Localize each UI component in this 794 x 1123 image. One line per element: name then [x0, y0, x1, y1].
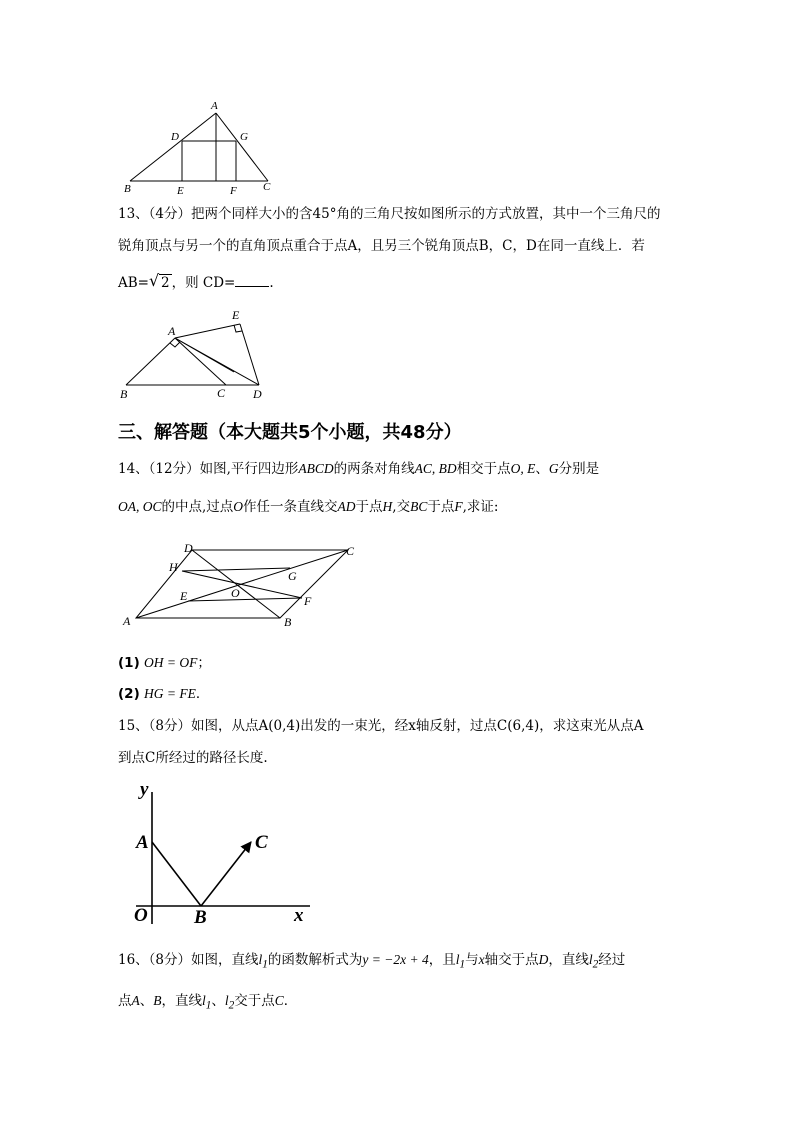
- q16-t13: ．: [283, 993, 298, 1009]
- segment-ab: [126, 338, 175, 385]
- q16-t2: 的函数解析式为: [267, 952, 363, 968]
- label-o: O: [231, 586, 240, 600]
- segment-hf: [182, 571, 302, 598]
- label-o: O: [134, 905, 148, 926]
- label-y: y: [140, 779, 149, 800]
- label-f: F: [230, 185, 237, 197]
- l1b-letter: l: [455, 952, 460, 967]
- q16-t4: 与: [465, 952, 479, 968]
- q16-t5: 轴交于点: [484, 952, 539, 968]
- q14-t10: 于点: [427, 499, 455, 515]
- q16-t1: 如图，直线: [191, 952, 259, 968]
- l1b-sub: 1: [459, 958, 466, 971]
- label-a: A: [168, 324, 176, 338]
- label-d: D: [184, 541, 193, 555]
- label-b: B: [194, 907, 207, 928]
- x-var: x: [478, 952, 485, 967]
- q13-ab: AB=: [118, 275, 149, 291]
- label-b: B: [124, 183, 131, 195]
- q14-t6: 的中点,过点: [161, 499, 234, 515]
- q16-t6: ，直线: [548, 952, 589, 968]
- radical-sign: √: [148, 271, 160, 290]
- segment-hg: [182, 568, 290, 571]
- q13-end: .: [269, 275, 274, 291]
- q15-line1: [118, 716, 643, 736]
- q15-number: 15、（8分）: [118, 718, 192, 734]
- label-e: E: [232, 308, 240, 322]
- figure-set-squares: [116, 306, 276, 402]
- point-c: C: [274, 993, 284, 1008]
- label-h: H: [169, 560, 178, 574]
- q16-t3: ，且: [428, 952, 456, 968]
- q14-f: F: [454, 499, 463, 514]
- label-a: A: [123, 614, 131, 628]
- label-g: G: [288, 569, 297, 583]
- q13-text2: 锐角顶点与另一个的直角顶点重合于点A，且另三个锐角顶点B，C，D在同一直线上．若: [118, 238, 645, 254]
- line-l2-b: [224, 993, 235, 1012]
- segment-ef: [188, 598, 302, 601]
- q14-t7: 作任一条直线交: [243, 499, 338, 515]
- point-a: A: [131, 993, 140, 1008]
- q16-line1: [118, 950, 625, 975]
- q14-t11: ,求证:: [462, 499, 499, 515]
- part1-expr: OH = OF: [144, 655, 198, 670]
- label-x: x: [294, 905, 304, 926]
- label-a: A: [136, 832, 149, 853]
- q13-number: 13、（4分）: [118, 206, 192, 222]
- q14-o-e: O, E: [510, 461, 536, 476]
- sqrt-value: 2: [160, 275, 170, 291]
- label-a: A: [211, 100, 218, 112]
- q13-line1: [118, 204, 660, 224]
- q14-bc: BC: [410, 499, 428, 514]
- function-expr: y = −2x + 4: [362, 952, 429, 967]
- ray-ab: [152, 842, 201, 906]
- l1c-letter: l: [202, 993, 206, 1008]
- l1-sub: 1: [262, 958, 268, 971]
- q16-t7: 经过: [598, 952, 626, 968]
- q15-line2: [118, 748, 268, 768]
- line-l1: [258, 952, 268, 971]
- answer-blank[interactable]: [235, 273, 269, 287]
- q14-t4: 、: [535, 461, 549, 477]
- q16-t8: 点: [118, 993, 132, 1009]
- q14-t5: 分别是: [558, 461, 600, 477]
- q14-t8: 于点: [355, 499, 383, 515]
- q13-line3: [118, 273, 274, 293]
- q14-ac-bd: AC, BD: [414, 461, 457, 476]
- label-b: B: [120, 387, 128, 401]
- l2b-letter: l: [224, 993, 229, 1008]
- q16-t11: 、: [211, 993, 225, 1009]
- q14-oa-oc: OA, OC: [118, 499, 162, 514]
- q14-t9: ,交: [392, 499, 411, 515]
- figure-parallelogram: [118, 538, 368, 630]
- segment-ac: [216, 113, 268, 181]
- l2-letter: l: [588, 952, 593, 967]
- q14-o: O: [233, 499, 244, 514]
- diagonal-bd: [192, 550, 280, 618]
- ray-bc: [201, 842, 251, 906]
- label-c: C: [217, 386, 226, 400]
- q16-t10: ，直线: [161, 993, 202, 1009]
- label-c: C: [255, 832, 268, 853]
- q14-t3: 相交于点: [456, 461, 511, 477]
- label-g: G: [240, 131, 248, 143]
- segment-ab: [130, 113, 216, 181]
- q13-text1: 把两个同样大小的含45°角的三角尺按如图所示的方式放置，其中一个三角尺的: [191, 206, 661, 222]
- point-b: B: [153, 993, 162, 1008]
- q14-number: 14、（12分）: [118, 461, 200, 477]
- line-l1-b: [455, 952, 466, 971]
- sqrt-expr: [149, 273, 172, 293]
- label-d: D: [253, 387, 262, 401]
- label-d: D: [171, 131, 179, 143]
- part1-number: (1): [118, 655, 140, 671]
- q14-h: H: [382, 499, 393, 514]
- label-e: E: [180, 589, 188, 603]
- q13-line2: [118, 236, 645, 256]
- part1-end: ；: [197, 655, 211, 671]
- label-c: C: [263, 181, 271, 193]
- label-e: E: [177, 185, 184, 197]
- part2-expr: HG = FE: [144, 686, 196, 701]
- q14-line2: [118, 497, 498, 517]
- q16-number: 16、（8分）: [118, 952, 192, 968]
- l1-letter: l: [258, 952, 263, 967]
- q14-t2: 的两条对角线: [333, 461, 415, 477]
- q14-part2: [118, 684, 209, 704]
- segment-ac: [175, 338, 226, 385]
- q15-text1: 如图，从点A(0,4)出发的一束光，经x轴反射，过点C(6,4)，求这束光从点A: [191, 718, 644, 734]
- point-d: D: [538, 952, 549, 967]
- l2-sub: 2: [592, 958, 599, 971]
- right-angle-mark-a: [170, 342, 180, 347]
- section-heading: 三、解答题（本大题共5个小题，共48分）: [118, 422, 462, 443]
- q14-part1: [118, 653, 211, 673]
- q14-line1: [118, 459, 599, 479]
- line-l1-c: [202, 993, 212, 1012]
- segment-ae: [175, 324, 240, 338]
- q14-t1: 如图,平行四边形: [199, 461, 299, 477]
- q15-text2: 到点C所经过的路径长度.: [118, 750, 268, 766]
- segment-inner: [175, 338, 234, 372]
- part2-end: ．: [195, 686, 210, 702]
- figure-triangle-rectangle: [118, 96, 288, 196]
- label-c: C: [346, 544, 355, 558]
- q14-ad: AD: [337, 499, 356, 514]
- l1c-sub: 1: [205, 999, 212, 1012]
- label-b: B: [284, 615, 292, 629]
- q16-line2: [118, 991, 297, 1016]
- q16-t9: 、: [139, 993, 154, 1009]
- label-f: F: [304, 594, 312, 608]
- q16-t12: 交于点: [234, 993, 275, 1009]
- figure-reflection: [128, 776, 318, 928]
- line-l2: [588, 952, 599, 971]
- q13-cd: ，则 CD=: [171, 275, 236, 291]
- l2b-sub: 2: [228, 999, 235, 1012]
- part2-number: (2): [118, 686, 140, 702]
- q14-g: G: [548, 461, 559, 476]
- q14-abcd: ABCD: [298, 461, 334, 476]
